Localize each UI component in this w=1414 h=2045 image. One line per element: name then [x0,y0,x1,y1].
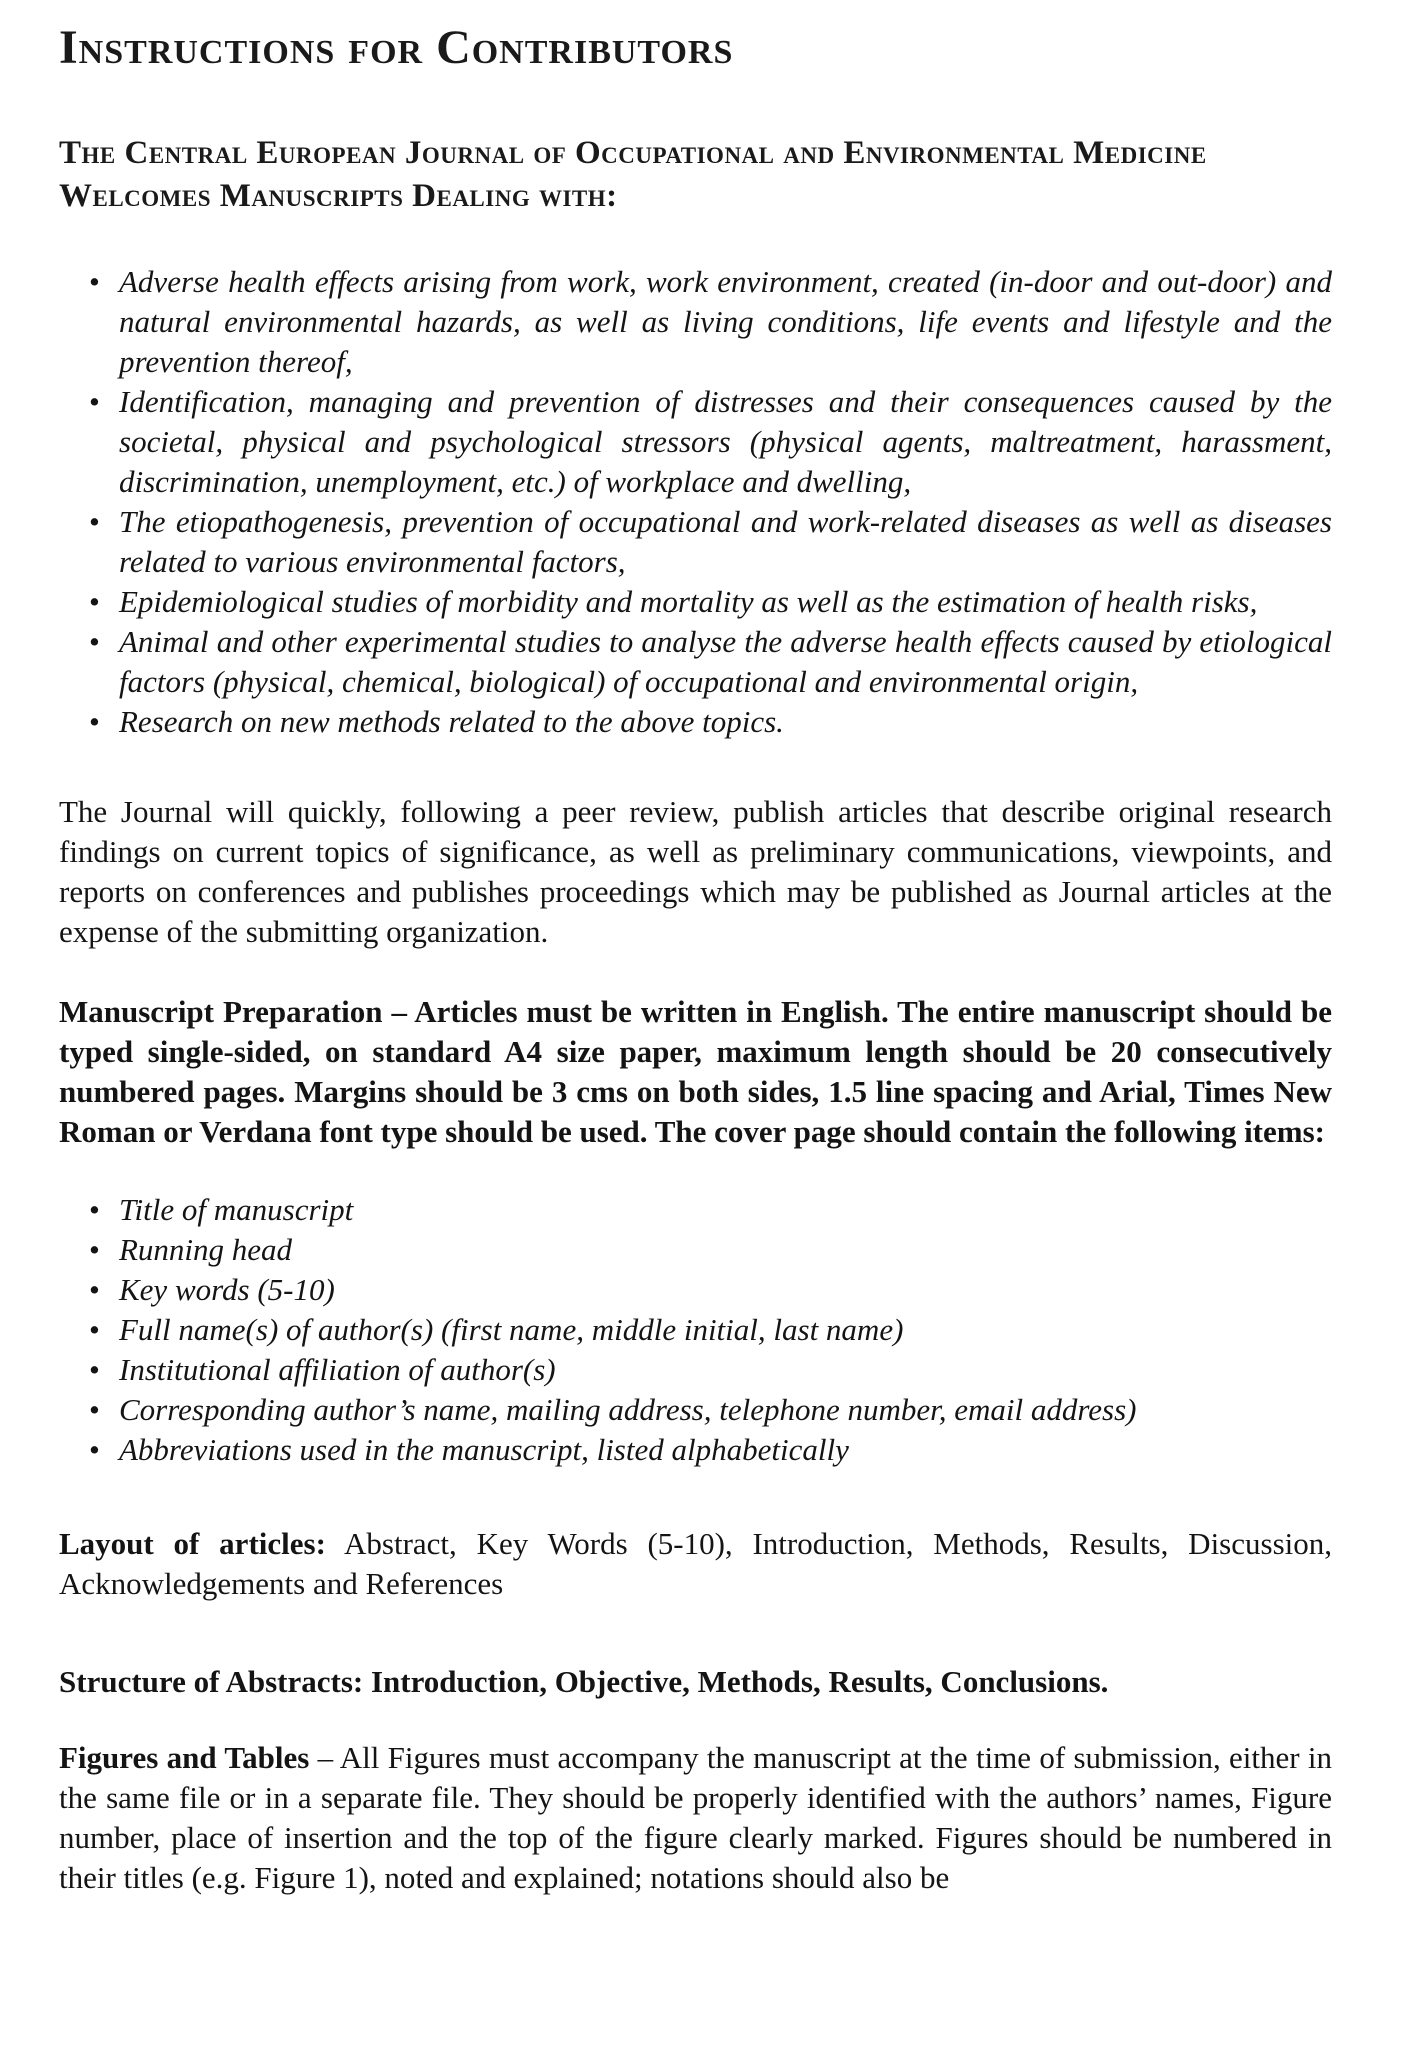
list-item: • Institutional affiliation of author(s) [59,1350,1332,1390]
list-item: • Abbreviations used in the manuscript, listed alphabetically [59,1430,1332,1470]
layout-of-articles-text: Abstract, Key Words (5-10), Introduction, Methods, Results, Discussion, Acknowledgements and References [59,1526,1332,1601]
figures-and-tables-text: – All Figures must accompany the manuscript at the time of submission, either in the same file or in a separate file. They should be properly identified with the authors’ names, Figure number, place of insertion and the top of the figure clearly marked. Figures should be numbered in their titles (e.g. Figure 1), noted and explained; notations should also be [59,1740,1332,1895]
page-title: Instructions for Contributors [59,21,734,74]
list-item: • Research on new methods related to the above topics. [59,702,1332,742]
list-item: • Animal and other experimental studies to analyse the adverse health effects caused by etiological factors (physical, chemical, biological) of occupational and environmental origin, [59,622,1332,702]
list-item: • Corresponding author’s name, mailing address, telephone number, email address) [59,1390,1332,1430]
figures-and-tables-paragraph [59,1738,1332,1898]
list-item: • The etiopathogenesis, prevention of occupational and work-related diseases as well as diseases related to various environmental factors, [59,502,1332,582]
figures-and-tables-label: Figures and Tables [59,1740,310,1775]
list-item: • Title of manuscript [59,1190,1332,1230]
manuscript-preparation-paragraph: Manuscript Preparation – Articles must be written in English. The entire manuscript should be typed single-sided, on standard A4 size paper, maximum length should be 20 consecutively numbered pages. Margins should be 3 cms on both sides, 1.5 line spacing and Arial, Times New Roman or Verdana font type should be used. The cover page should contain the following items: [59,994,1332,1149]
list-item: • Full name(s) of author(s) (first name, middle initial, last name) [59,1310,1332,1350]
structure-of-abstracts-paragraph: Structure of Abstracts: Introduction, Objective, Methods, Results, Conclusions. [59,1664,1109,1699]
list-item: • Adverse health effects arising from work, work environment, created (in-door and out-door) and natural environmental hazards, as well as living conditions, life events and lifestyle and the prevention thereof, [59,262,1332,382]
journal-intro-paragraph: The Journal will quickly, following a peer review, publish articles that describe original research findings on current topics of significance, as well as preliminary communications, viewpoints, and reports on conferences and publishes proceedings which may be published as Journal articles at the expense of the submitting organization. [59,794,1332,949]
list-item: • Identification, managing and prevention of distresses and their consequences caused by the societal, physical and psychological stressors (physical agents, maltreatment, harassment, discrimination, unemployment, etc.) of workplace and dwelling, [59,382,1332,502]
layout-of-articles-label: Layout of articles: [59,1526,326,1561]
layout-of-articles-paragraph [59,1524,1332,1604]
cover-page-items-list [59,1190,1332,1470]
welcome-topics-list [59,262,1332,742]
list-item: • Epidemiological studies of morbidity and mortality as well as the estimation of health risks, [59,582,1332,622]
journal-welcome-subheading: The Central European Journal of Occupational and Environmental Medicine Welcomes Manuscripts Dealing with: [59,135,1207,214]
list-item: • Running head [59,1230,1332,1270]
list-item: • Key words (5-10) [59,1270,1332,1310]
